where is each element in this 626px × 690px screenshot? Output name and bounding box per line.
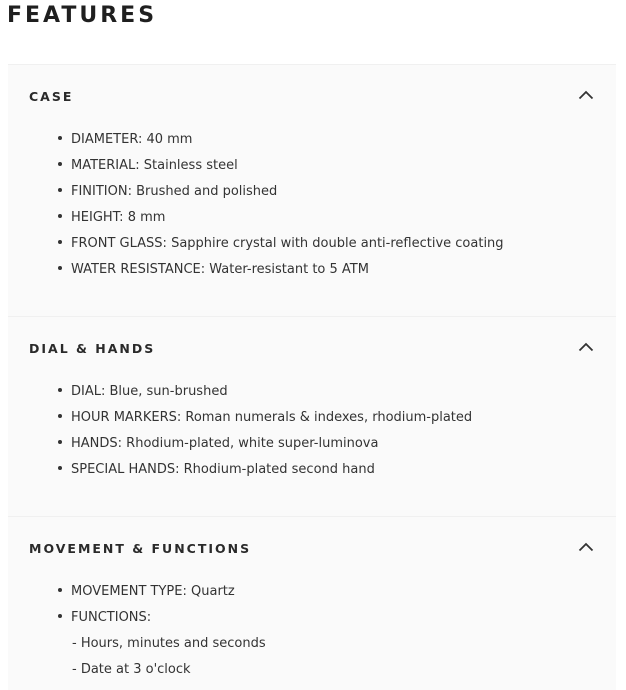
list-item: FUNCTIONS: (58, 609, 151, 627)
list-item: FRONT GLASS: Sapphire crystal with double anti-reflective coating (58, 235, 504, 253)
list-item: SPECIAL HANDS: Rhodium-plated second hand (58, 461, 375, 479)
bullet-icon (58, 240, 62, 244)
section-title: MOVEMENT & FUNCTIONS (29, 541, 252, 556)
list-item: DIAL: Blue, sun-brushed (58, 383, 228, 401)
accordion-header-case[interactable] (8, 65, 616, 129)
bullet-icon (58, 440, 62, 444)
bullet-icon (58, 162, 62, 166)
list-item: HANDS: Rhodium-plated, white super-luminova (58, 435, 378, 453)
list-item: FINITION: Brushed and polished (58, 183, 277, 201)
list-item: MATERIAL: Stainless steel (58, 157, 238, 175)
bullet-icon (58, 388, 62, 392)
list-item: HEIGHT: 8 mm (58, 209, 165, 227)
chevron-up-icon[interactable] (578, 90, 594, 100)
list-item: DIAMETER: 40 mm (58, 131, 192, 149)
bullet-icon (58, 614, 62, 618)
bullet-icon (58, 266, 62, 270)
accordion-header-dial-hands[interactable] (8, 317, 616, 381)
list-item: MOVEMENT TYPE: Quartz (58, 583, 235, 601)
page-title: FEATURES (7, 3, 158, 28)
bullet-icon (58, 414, 62, 418)
bullet-icon (58, 136, 62, 140)
list-item: WATER RESISTANCE: Water-resistant to 5 ATM (58, 261, 369, 279)
accordion-section-movement-functions (8, 516, 616, 690)
sub-list-item: - Date at 3 o'clock (72, 662, 191, 677)
section-title: DIAL & HANDS (29, 341, 156, 356)
sub-list-item: - Hours, minutes and seconds (72, 636, 266, 651)
bullet-icon (58, 588, 62, 592)
bullet-icon (58, 214, 62, 218)
bullet-icon (58, 188, 62, 192)
list-item: HOUR MARKERS: Roman numerals & indexes, rhodium-plated (58, 409, 472, 427)
accordion-section-case (8, 64, 616, 316)
accordion-header-movement-functions[interactable] (8, 517, 616, 581)
chevron-up-icon[interactable] (578, 542, 594, 552)
bullet-icon (58, 466, 62, 470)
accordion-section-dial-hands (8, 316, 616, 516)
section-title: CASE (29, 89, 74, 104)
chevron-up-icon[interactable] (578, 342, 594, 352)
